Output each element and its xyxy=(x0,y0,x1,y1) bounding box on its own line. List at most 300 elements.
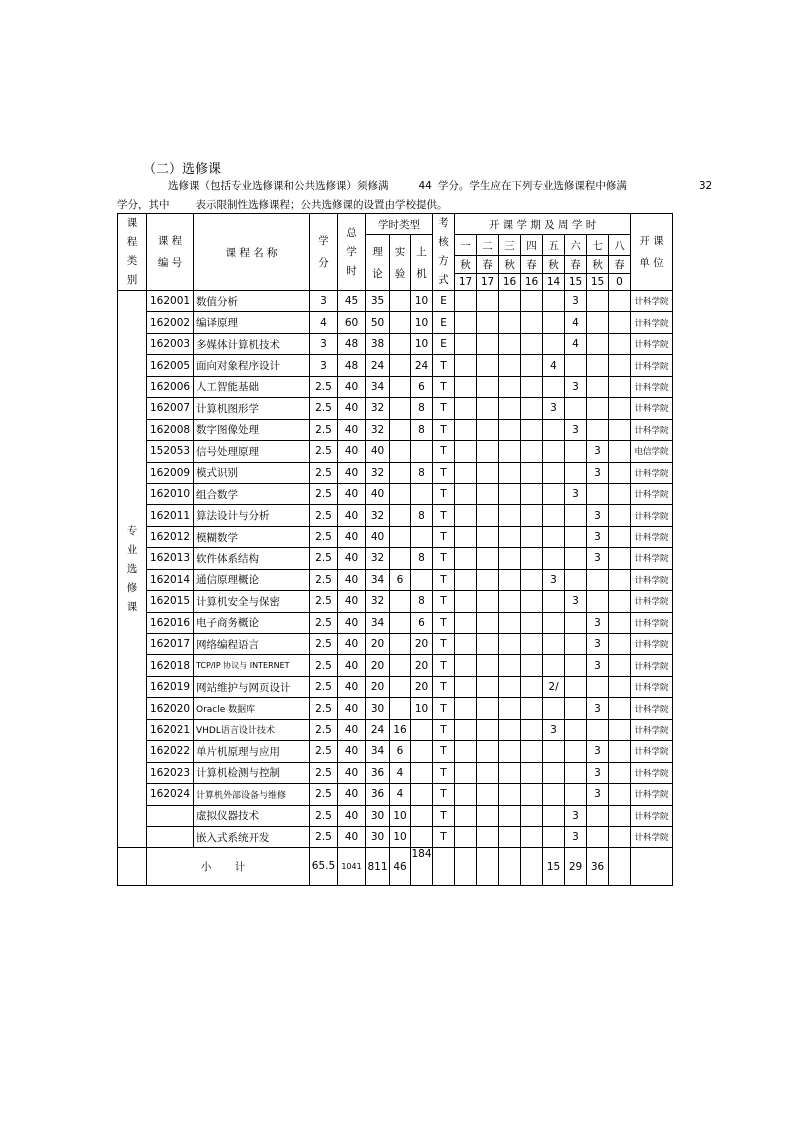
course-term-hours xyxy=(521,784,543,805)
table-row xyxy=(118,741,673,762)
course-term-hours: 3 xyxy=(565,805,587,826)
table-row xyxy=(118,698,673,719)
subtotal-credit: 65.5 xyxy=(310,848,338,886)
course-lab-hours xyxy=(390,612,411,633)
course-term-hours xyxy=(609,462,631,483)
course-total-hours: 40 xyxy=(338,698,366,719)
course-code: 162005 xyxy=(147,355,194,376)
course-computer-hours xyxy=(411,805,433,826)
table-row xyxy=(118,398,673,419)
course-code: 162010 xyxy=(147,483,194,504)
course-term-hours xyxy=(455,826,477,847)
course-term-hours xyxy=(455,526,477,547)
course-term-hours xyxy=(455,612,477,633)
subtotal-unit xyxy=(631,848,673,886)
course-term-hours xyxy=(455,784,477,805)
course-term-hours xyxy=(477,462,499,483)
course-term-hours xyxy=(587,569,609,590)
course-term-hours xyxy=(455,634,477,655)
course-term-hours xyxy=(477,419,499,440)
course-term-hours xyxy=(521,762,543,783)
header-credit: 学 分 xyxy=(310,214,338,291)
course-term-hours: 3 xyxy=(587,462,609,483)
course-total-hours: 48 xyxy=(338,333,366,354)
table-row xyxy=(118,526,673,547)
course-theory-hours: 24 xyxy=(366,719,390,740)
course-unit: 计科学院 xyxy=(631,762,673,783)
course-code: 162018 xyxy=(147,655,194,676)
course-exam-type: T xyxy=(433,591,455,612)
course-computer-hours: 6 xyxy=(411,612,433,633)
course-total-hours: 40 xyxy=(338,483,366,504)
course-term-hours: 3 xyxy=(587,526,609,547)
course-term-hours xyxy=(587,312,609,333)
course-credit: 4 xyxy=(310,312,338,333)
subtotal-total-hours: 1041 xyxy=(338,848,366,886)
course-exam-type: T xyxy=(433,376,455,397)
course-term-hours: 4 xyxy=(543,355,565,376)
header-season: 春 xyxy=(565,256,587,274)
course-unit: 计科学院 xyxy=(631,526,673,547)
table-row xyxy=(118,805,673,826)
course-exam-type: T xyxy=(433,805,455,826)
course-term-hours xyxy=(609,419,631,440)
course-term-hours xyxy=(499,698,521,719)
course-term-hours xyxy=(477,719,499,740)
course-term-hours xyxy=(521,719,543,740)
course-term-hours xyxy=(521,441,543,462)
course-total-hours: 40 xyxy=(338,826,366,847)
subtotal-term: 15 xyxy=(543,848,565,886)
course-term-hours: 3 xyxy=(543,719,565,740)
course-theory-hours: 32 xyxy=(366,398,390,419)
course-theory-hours: 30 xyxy=(366,698,390,719)
course-unit: 计科学院 xyxy=(631,591,673,612)
course-term-hours xyxy=(521,676,543,697)
course-exam-type: T xyxy=(433,505,455,526)
header-year: 七 xyxy=(587,235,609,256)
course-term-hours xyxy=(455,291,477,312)
course-name: TCP/IP 协议与 INTERNET xyxy=(194,655,310,676)
subtotal-category-cell xyxy=(118,848,147,886)
course-term-hours xyxy=(455,655,477,676)
course-code: 162001 xyxy=(147,291,194,312)
course-term-hours xyxy=(477,483,499,504)
course-unit: 计科学院 xyxy=(631,634,673,655)
course-computer-hours xyxy=(411,762,433,783)
course-credit: 2.5 xyxy=(310,676,338,697)
course-theory-hours: 34 xyxy=(366,569,390,590)
course-credit: 3 xyxy=(310,291,338,312)
course-theory-hours: 32 xyxy=(366,591,390,612)
course-term-hours xyxy=(477,591,499,612)
course-term-hours xyxy=(521,698,543,719)
course-term-hours xyxy=(477,333,499,354)
course-computer-hours: 8 xyxy=(411,398,433,419)
course-exam-type: T xyxy=(433,612,455,633)
course-term-hours xyxy=(565,741,587,762)
course-term-hours xyxy=(477,826,499,847)
course-term-hours xyxy=(543,655,565,676)
course-term-hours xyxy=(477,526,499,547)
course-name: 通信原理概论 xyxy=(194,569,310,590)
header-season: 春 xyxy=(521,256,543,274)
course-term-hours: 3 xyxy=(543,569,565,590)
header-year: 四 xyxy=(521,235,543,256)
course-credit: 2.5 xyxy=(310,719,338,740)
course-exam-type: T xyxy=(433,655,455,676)
table-row xyxy=(118,676,673,697)
course-theory-hours: 20 xyxy=(366,634,390,655)
header-lab: 实 验 xyxy=(390,235,411,291)
course-exam-type: T xyxy=(433,784,455,805)
course-theory-hours: 36 xyxy=(366,784,390,805)
course-term-hours xyxy=(455,483,477,504)
course-term-hours xyxy=(521,591,543,612)
course-term-hours xyxy=(609,805,631,826)
course-exam-type: T xyxy=(433,634,455,655)
course-theory-hours: 20 xyxy=(366,655,390,676)
course-total-hours: 45 xyxy=(338,291,366,312)
course-unit: 计科学院 xyxy=(631,548,673,569)
course-term-hours: 3 xyxy=(587,612,609,633)
header-weeks: 17 xyxy=(477,274,499,291)
course-name: 单片机原理与应用 xyxy=(194,741,310,762)
course-code: 162017 xyxy=(147,634,194,655)
course-exam-type: T xyxy=(433,826,455,847)
course-name: 计算机图形学 xyxy=(194,398,310,419)
course-exam-type: T xyxy=(433,398,455,419)
header-category: 课 程 类 别 xyxy=(118,214,147,291)
course-name: 人工智能基础 xyxy=(194,376,310,397)
course-total-hours: 40 xyxy=(338,612,366,633)
course-term-hours xyxy=(609,291,631,312)
course-term-hours xyxy=(455,376,477,397)
course-code: 162009 xyxy=(147,462,194,483)
subtotal-lab: 46 xyxy=(390,848,411,886)
intro-required-credits: 44 xyxy=(418,180,432,192)
course-credit: 2.5 xyxy=(310,741,338,762)
course-theory-hours: 32 xyxy=(366,548,390,569)
course-term-hours xyxy=(455,398,477,419)
course-term-hours xyxy=(499,569,521,590)
course-term-hours xyxy=(477,441,499,462)
course-code xyxy=(147,826,194,847)
course-term-hours xyxy=(455,462,477,483)
course-unit: 计科学院 xyxy=(631,612,673,633)
course-theory-hours: 20 xyxy=(366,676,390,697)
course-term-hours xyxy=(455,719,477,740)
course-term-hours xyxy=(565,676,587,697)
intro-text-d: 表示限制性选修课程；公共选修课的设置由学校提供。 xyxy=(195,199,448,211)
course-term-hours: 3 xyxy=(565,591,587,612)
course-term-hours xyxy=(455,676,477,697)
course-term-hours xyxy=(609,826,631,847)
table-row xyxy=(118,719,673,740)
course-lab-hours xyxy=(390,634,411,655)
course-computer-hours: 20 xyxy=(411,634,433,655)
course-credit: 2.5 xyxy=(310,698,338,719)
header-weeks: 15 xyxy=(587,274,609,291)
course-term-hours xyxy=(455,741,477,762)
course-name: 计算机外部设备与维修 xyxy=(194,784,310,805)
course-term-hours xyxy=(609,591,631,612)
course-term-hours: 4 xyxy=(565,312,587,333)
course-credit: 2.5 xyxy=(310,441,338,462)
course-term-hours xyxy=(587,398,609,419)
course-computer-hours xyxy=(411,483,433,504)
course-term-hours xyxy=(543,805,565,826)
intro-line-2 xyxy=(117,197,448,212)
course-term-hours xyxy=(609,569,631,590)
course-lab-hours xyxy=(390,676,411,697)
course-term-hours xyxy=(521,291,543,312)
header-code: 课 程 编 号 xyxy=(147,214,194,291)
course-term-hours xyxy=(565,505,587,526)
course-term-hours xyxy=(543,634,565,655)
intro-text-c: 学分，其中 xyxy=(117,199,170,211)
table-row xyxy=(118,655,673,676)
course-credit: 2.5 xyxy=(310,419,338,440)
course-term-hours xyxy=(609,676,631,697)
course-theory-hours: 36 xyxy=(366,762,390,783)
course-lab-hours xyxy=(390,505,411,526)
course-term-hours: 3 xyxy=(587,441,609,462)
course-term-hours xyxy=(587,676,609,697)
course-unit: 计科学院 xyxy=(631,826,673,847)
subtotal-exam xyxy=(433,848,455,886)
course-term-hours xyxy=(587,291,609,312)
course-term-hours xyxy=(499,719,521,740)
course-term-hours xyxy=(587,355,609,376)
course-computer-hours xyxy=(411,569,433,590)
header-season: 春 xyxy=(477,256,499,274)
course-term-hours xyxy=(499,634,521,655)
course-term-hours xyxy=(477,548,499,569)
course-term-hours xyxy=(609,376,631,397)
subtotal-computer: 184 xyxy=(411,848,433,886)
header-schedule: 开 课 学 期 及 周 学 时 xyxy=(455,214,631,235)
course-term-hours xyxy=(521,505,543,526)
course-exam-type: T xyxy=(433,741,455,762)
course-code: 162012 xyxy=(147,526,194,547)
course-name: 多媒体计算机技术 xyxy=(194,333,310,354)
course-code: 152053 xyxy=(147,441,194,462)
course-term-hours xyxy=(543,333,565,354)
course-term-hours: 3 xyxy=(587,634,609,655)
course-code: 162002 xyxy=(147,312,194,333)
course-term-hours xyxy=(477,805,499,826)
intro-line-1 xyxy=(168,178,712,193)
course-unit: 计科学院 xyxy=(631,784,673,805)
course-term-hours xyxy=(499,762,521,783)
course-term-hours xyxy=(499,376,521,397)
course-unit: 计科学院 xyxy=(631,419,673,440)
course-term-hours: 3 xyxy=(587,655,609,676)
course-total-hours: 40 xyxy=(338,591,366,612)
course-unit: 计科学院 xyxy=(631,333,673,354)
course-lab-hours: 6 xyxy=(390,569,411,590)
course-term-hours xyxy=(543,526,565,547)
header-exam: 考 核 方 式 xyxy=(433,214,455,291)
course-code: 162019 xyxy=(147,676,194,697)
course-term-hours xyxy=(587,376,609,397)
course-unit: 计科学院 xyxy=(631,719,673,740)
course-code: 162014 xyxy=(147,569,194,590)
course-computer-hours: 8 xyxy=(411,505,433,526)
course-term-hours xyxy=(587,719,609,740)
course-credit: 2.5 xyxy=(310,569,338,590)
course-name: 计算机检测与控制 xyxy=(194,762,310,783)
table-row xyxy=(118,762,673,783)
course-unit: 计科学院 xyxy=(631,312,673,333)
course-exam-type: T xyxy=(433,548,455,569)
course-credit: 2.5 xyxy=(310,483,338,504)
course-name: 嵌入式系统开发 xyxy=(194,826,310,847)
course-term-hours xyxy=(477,291,499,312)
course-term-hours: 3 xyxy=(565,376,587,397)
course-exam-type: T xyxy=(433,526,455,547)
course-term-hours xyxy=(499,826,521,847)
subtotal-theory: 811 xyxy=(366,848,390,886)
course-term-hours xyxy=(499,505,521,526)
course-term-hours xyxy=(477,612,499,633)
course-exam-type: T xyxy=(433,462,455,483)
course-term-hours xyxy=(499,333,521,354)
table-row xyxy=(118,355,673,376)
course-exam-type: T xyxy=(433,569,455,590)
course-unit: 计科学院 xyxy=(631,698,673,719)
course-term-hours xyxy=(477,698,499,719)
course-term-hours xyxy=(477,741,499,762)
course-term-hours xyxy=(587,483,609,504)
subtotal-term: 29 xyxy=(565,848,587,886)
course-code: 162022 xyxy=(147,741,194,762)
course-credit: 3 xyxy=(310,355,338,376)
course-computer-hours: 10 xyxy=(411,291,433,312)
course-theory-hours: 30 xyxy=(366,826,390,847)
course-lab-hours xyxy=(390,291,411,312)
course-lab-hours xyxy=(390,355,411,376)
course-unit: 计科学院 xyxy=(631,398,673,419)
course-computer-hours: 10 xyxy=(411,698,433,719)
course-term-hours xyxy=(477,634,499,655)
course-term-hours xyxy=(521,634,543,655)
header-computer: 上 机 xyxy=(411,235,433,291)
course-theory-hours: 38 xyxy=(366,333,390,354)
table-body xyxy=(118,291,673,848)
course-code xyxy=(147,805,194,826)
course-exam-type: T xyxy=(433,676,455,697)
course-code: 162020 xyxy=(147,698,194,719)
course-code: 162021 xyxy=(147,719,194,740)
course-term-hours xyxy=(455,762,477,783)
course-term-hours xyxy=(565,569,587,590)
course-term-hours xyxy=(455,698,477,719)
table-row xyxy=(118,548,673,569)
course-exam-type: T xyxy=(433,441,455,462)
course-total-hours: 40 xyxy=(338,441,366,462)
course-lab-hours xyxy=(390,655,411,676)
course-term-hours xyxy=(565,784,587,805)
course-term-hours xyxy=(521,526,543,547)
course-credit: 2.5 xyxy=(310,591,338,612)
course-computer-hours xyxy=(411,719,433,740)
course-lab-hours xyxy=(390,376,411,397)
course-name: 模式识别 xyxy=(194,462,310,483)
course-name: 网站维护与网页设计 xyxy=(194,676,310,697)
category-label: 专 业 选 修 课 xyxy=(118,291,147,848)
course-term-hours xyxy=(455,591,477,612)
course-term-hours xyxy=(565,762,587,783)
course-term-hours xyxy=(543,505,565,526)
course-theory-hours: 40 xyxy=(366,526,390,547)
course-term-hours xyxy=(609,634,631,655)
course-term-hours xyxy=(477,784,499,805)
header-weeks: 15 xyxy=(565,274,587,291)
course-term-hours xyxy=(609,655,631,676)
course-total-hours: 40 xyxy=(338,805,366,826)
course-term-hours xyxy=(521,355,543,376)
course-name: 数字图像处理 xyxy=(194,419,310,440)
course-exam-type: T xyxy=(433,419,455,440)
course-term-hours xyxy=(609,441,631,462)
course-term-hours xyxy=(543,548,565,569)
course-name: 模糊数学 xyxy=(194,526,310,547)
course-name: 面向对象程序设计 xyxy=(194,355,310,376)
header-year: 八 xyxy=(609,235,631,256)
course-term-hours xyxy=(455,333,477,354)
course-lab-hours xyxy=(390,462,411,483)
course-computer-hours xyxy=(411,526,433,547)
course-term-hours xyxy=(543,419,565,440)
course-unit: 计科学院 xyxy=(631,462,673,483)
table-header xyxy=(118,214,673,291)
course-term-hours xyxy=(521,826,543,847)
header-weeks: 14 xyxy=(543,274,565,291)
course-unit: 计科学院 xyxy=(631,376,673,397)
course-code: 162006 xyxy=(147,376,194,397)
course-total-hours: 40 xyxy=(338,548,366,569)
course-total-hours: 40 xyxy=(338,419,366,440)
course-term-hours xyxy=(477,398,499,419)
course-total-hours: 40 xyxy=(338,505,366,526)
course-exam-type: E xyxy=(433,312,455,333)
course-term-hours xyxy=(499,312,521,333)
course-term-hours xyxy=(543,591,565,612)
course-term-hours xyxy=(565,719,587,740)
intro-text-b: 学分。学生应在下列专业选修课程中修满 xyxy=(437,180,627,192)
course-term-hours xyxy=(543,462,565,483)
table-row xyxy=(118,333,673,354)
course-term-hours: 3 xyxy=(587,505,609,526)
course-credit: 2.5 xyxy=(310,612,338,633)
course-total-hours: 48 xyxy=(338,355,366,376)
course-unit: 计科学院 xyxy=(631,741,673,762)
course-lab-hours xyxy=(390,591,411,612)
course-computer-hours: 8 xyxy=(411,591,433,612)
course-term-hours xyxy=(587,333,609,354)
course-term-hours xyxy=(587,419,609,440)
course-credit: 2.5 xyxy=(310,805,338,826)
elective-course-table xyxy=(117,213,673,886)
course-credit: 3 xyxy=(310,333,338,354)
course-term-hours xyxy=(455,569,477,590)
course-total-hours: 60 xyxy=(338,312,366,333)
course-term-hours xyxy=(565,441,587,462)
course-term-hours: 2/ xyxy=(543,676,565,697)
header-weeks: 16 xyxy=(499,274,521,291)
